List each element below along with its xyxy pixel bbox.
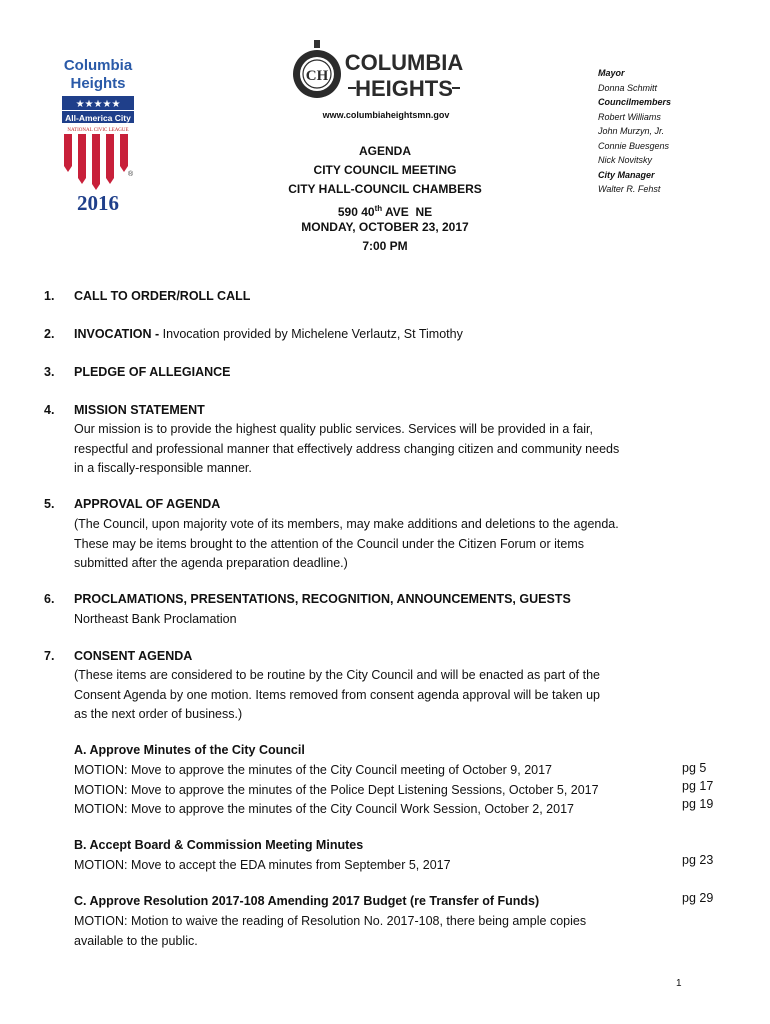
item-title: MISSION STATEMENT <box>74 403 205 417</box>
councilmember-name: Nick Novitsky <box>598 155 653 165</box>
item-title: CONSENT AGENDA <box>74 649 193 663</box>
councilmember-name: Robert Williams <box>598 111 661 122</box>
page-number: 1 <box>676 978 682 989</box>
badge-line2: Heights <box>70 75 126 92</box>
badge-award: All-America City <box>65 113 131 123</box>
motion: MOTION: Move to approve the minutes of the Police Dept Listening Sessions, October 5, 2017 <box>74 782 599 797</box>
header-address: 590 40th AVE NE <box>337 204 433 219</box>
motion-list <box>74 761 674 820</box>
item-title-line: INVOCATION - Invocation provided by Michelene Verlautz, St Timothy <box>74 327 463 341</box>
subsection-title: B. Accept Board & Commission Meeting Minutes <box>74 838 364 852</box>
logo-bottom-word: HEIGHTS <box>355 76 453 101</box>
mayor-role: Mayor <box>598 68 625 78</box>
badge-line1: Columbia <box>63 57 133 74</box>
motion: MOTION: Move to approve the minutes of the City Council Work Session, October 2, 2017 <box>74 802 574 816</box>
subsection-title: C. Approve Resolution 2017-108 Amending 2017 Budget (re Transfer of Funds) <box>74 894 540 908</box>
item-title: PROCLAMATIONS, PRESENTATIONS, RECOGNITION, ANNOUNCEMENTS, GUESTS <box>74 592 571 606</box>
item-number: 2. <box>44 327 55 341</box>
svg-text:★★★★★: ★★★★★ <box>75 99 121 110</box>
item-number: 5. <box>44 497 55 511</box>
page-ref[interactable]: pg 29 <box>682 891 714 905</box>
header-date: MONDAY, OCTOBER 23, 2017 <box>301 220 469 234</box>
page-ref[interactable]: pg 19 <box>682 797 714 811</box>
subsection-title: A. Approve Minutes of the City Council <box>74 743 305 757</box>
item-title: PLEDGE OF ALLEGIANCE <box>74 365 231 379</box>
motion: MOTION: Move to accept the EDA minutes from September 5, 2017 <box>74 858 451 872</box>
logo-top-word: COLUMBIA <box>344 50 464 75</box>
item-body: (These items are considered to be routine by the City Council and will be enacted as part of the Consent Agenda by one motion. Items removed from consent agenda approval will be taken up as the next order of business.) <box>74 668 601 721</box>
city-manager-role: City Manager <box>598 169 655 180</box>
website-link[interactable]: www.columbiaheightsmn.gov <box>322 110 450 120</box>
councilmembers-role: Councilmembers <box>598 97 672 107</box>
item-number: 6. <box>44 592 55 606</box>
badge-year: 2016 <box>77 191 119 215</box>
council-list <box>598 66 738 197</box>
councilmember-name: John Murzyn, Jr. <box>598 126 665 136</box>
ch-emblem-icon <box>293 40 341 98</box>
motion: MOTION: Move to approve the minutes of the City Council meeting of October 9, 2017 <box>74 763 553 777</box>
header-time: 7:00 PM <box>362 239 408 253</box>
page-ref[interactable]: pg 5 <box>682 761 707 775</box>
header-agenda: AGENDA <box>358 144 411 158</box>
councilmember-name: Connie Buesgens <box>598 140 670 151</box>
page-ref[interactable]: pg 23 <box>682 853 714 867</box>
item-number: 1. <box>44 289 55 303</box>
columbia-heights-logo <box>292 38 472 110</box>
item-number: 3. <box>44 365 55 379</box>
item-body: (The Council, upon majority vote of its members, may make additions and deletions to the agenda. These may be items brought to the attention of the Council under the Citizen Forum or items submitted after the agenda preparation deadline.) <box>74 517 619 570</box>
all-america-city-badge <box>58 48 138 218</box>
item-title: APPROVAL OF AGENDA <box>74 497 221 511</box>
mayor-name: Donna Schmitt <box>598 82 658 93</box>
city-manager-name: Walter R. Fehst <box>598 184 661 194</box>
item-number: 4. <box>44 403 55 417</box>
item-body: Northeast Bank Proclamation <box>74 612 237 626</box>
page-ref[interactable]: pg 17 <box>682 779 714 793</box>
badge-league: NATIONAL CIVIC LEAGUE <box>67 128 129 133</box>
motion: MOTION: Motion to waive the reading of Resolution No. 2017-108, there being ample copies available to the public. <box>74 914 587 948</box>
registered-mark: ® <box>128 171 134 178</box>
item-body: Our mission is to provide the highest quality public services. Services will be provided in a fair, respectful and professional manner that effectively address changing citizen and community needs in a fiscally-responsible manner. <box>74 422 620 475</box>
item-number: 7. <box>44 649 55 663</box>
item-title: CALL TO ORDER/ROLL CALL <box>74 289 251 303</box>
header-location: CITY HALL-COUNCIL CHAMBERS <box>288 182 482 196</box>
svg-text:CH: CH <box>305 68 329 84</box>
header-meeting: CITY COUNCIL MEETING <box>313 163 457 177</box>
